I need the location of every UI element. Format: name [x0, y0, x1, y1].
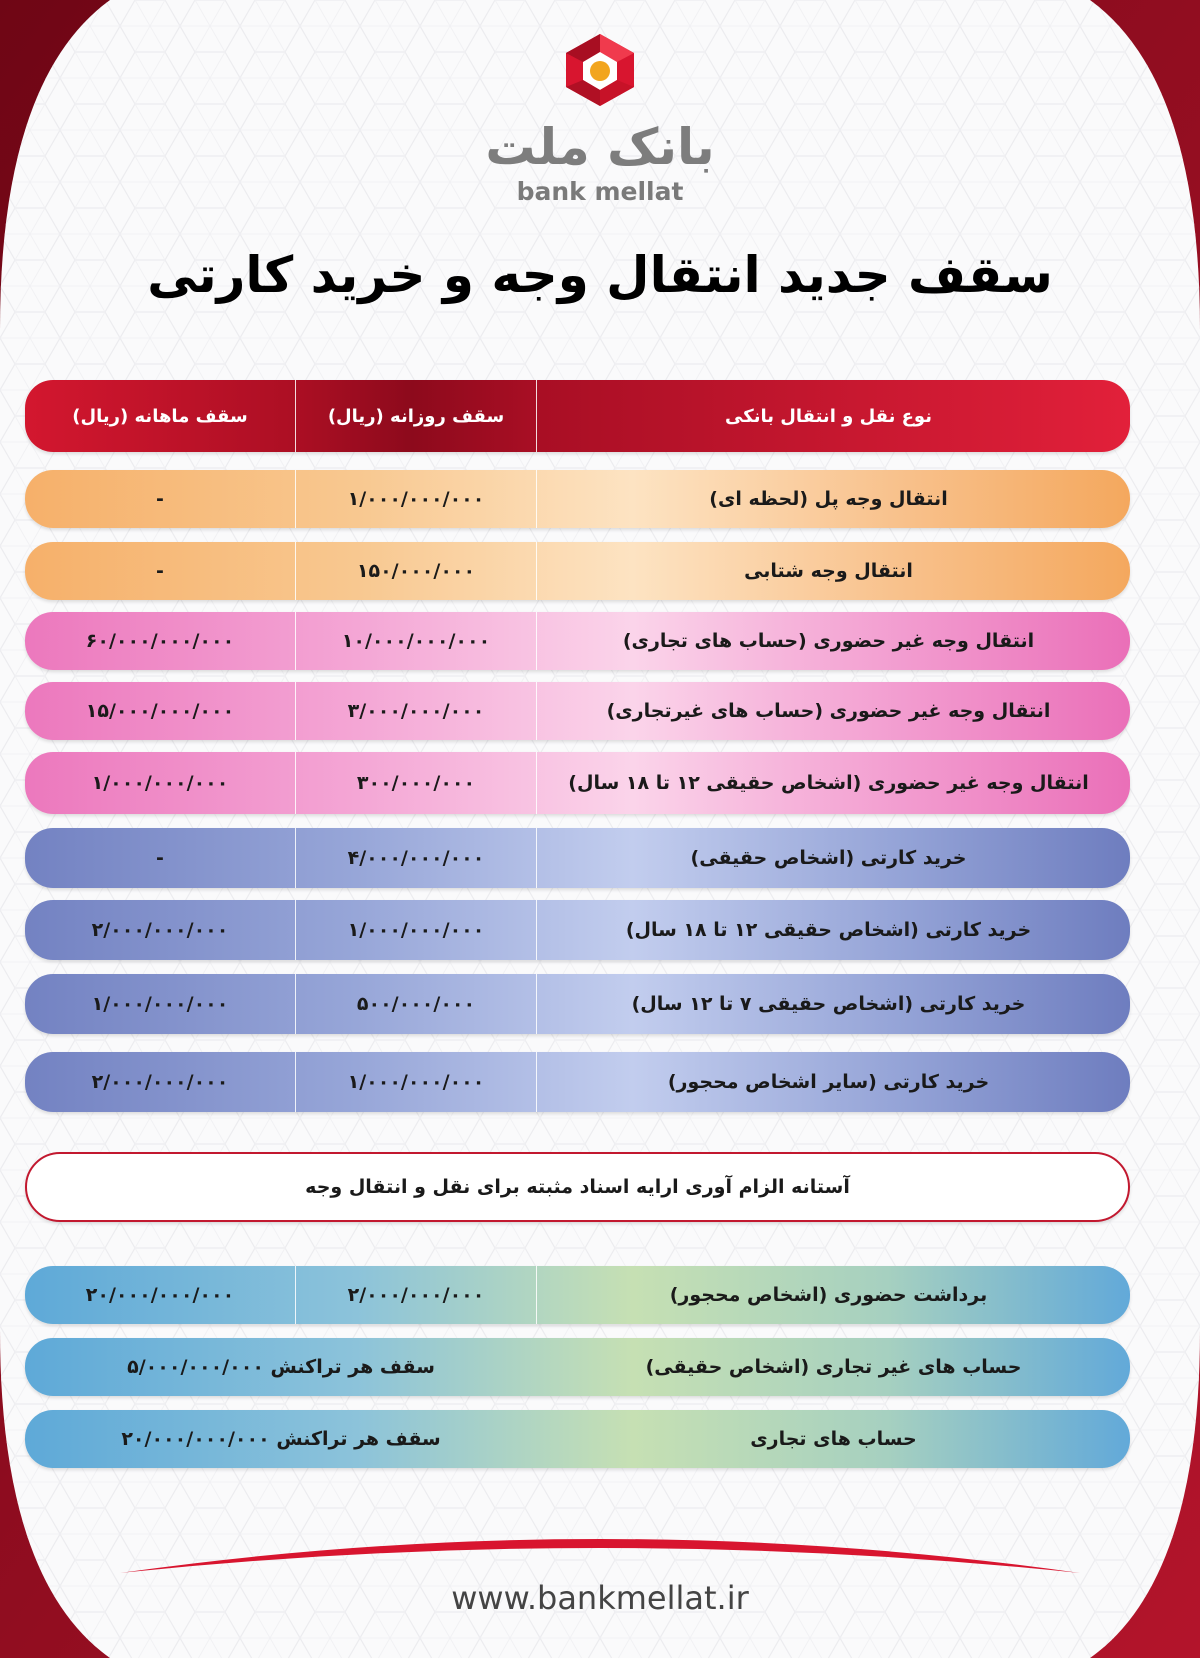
row-type: خرید کارتی (اشخاص حقیقی ۱۲ تا ۱۸ سال) [625, 919, 1032, 941]
row-monthly: - [156, 847, 164, 869]
row-type: خرید کارتی (اشخاص حقیقی) [690, 847, 967, 869]
logo-english-name: bank mellat [516, 177, 684, 206]
row-daily: ۴/۰۰۰/۰۰۰/۰۰۰ [295, 828, 537, 888]
row-daily: ۳/۰۰۰/۰۰۰/۰۰۰ [295, 682, 537, 740]
header-daily-limit: سقف روزانه (ریال) [295, 380, 537, 452]
row-daily: ۱/۰۰۰/۰۰۰/۰۰۰ [295, 470, 537, 528]
row-type: خرید کارتی (سایر اشخاص محجور) [667, 1071, 990, 1093]
table-row [25, 542, 1130, 600]
bank-mellat-emblem-icon [562, 32, 638, 108]
row-daily: ۲/۰۰۰/۰۰۰/۰۰۰ [295, 1266, 537, 1324]
row-type: انتقال وجه غیر حضوری (حساب های غیرتجاری) [606, 700, 1051, 722]
row-monthly: - [156, 488, 164, 510]
table-header [25, 380, 1130, 452]
page-title: سقف جدید انتقال وجه و خرید کارتی [147, 246, 1053, 304]
non-commercial-accounts-row [25, 1338, 1130, 1396]
table-row [25, 1052, 1130, 1112]
row-daily: ۵۰۰/۰۰۰/۰۰۰ [295, 974, 537, 1034]
row-type: خرید کارتی (اشخاص حقیقی ۷ تا ۱۲ سال) [631, 993, 1026, 1015]
footer-red-arc [0, 1515, 1200, 1575]
row-daily: ۱/۰۰۰/۰۰۰/۰۰۰ [295, 1052, 537, 1112]
row-type: برداشت حضوری (اشخاص محجور) [669, 1284, 988, 1306]
row-monthly: ۲/۰۰۰/۰۰۰/۰۰۰ [91, 919, 229, 941]
table-row [25, 470, 1130, 528]
commercial-accounts-row [25, 1410, 1130, 1468]
row-daily: ۱۵۰/۰۰۰/۰۰۰ [295, 542, 537, 600]
withdrawal-row [25, 1266, 1130, 1324]
supporting-documents-note: آستانه الزام آوری ارایه اسناد مثبته برای نقل و انتقال وجه [25, 1152, 1130, 1222]
logo-persian-name: بانک ملت [485, 118, 715, 176]
table-row [25, 974, 1130, 1034]
row-monthly: ۲/۰۰۰/۰۰۰/۰۰۰ [91, 1071, 229, 1093]
row-daily: ۱۰/۰۰۰/۰۰۰/۰۰۰ [295, 612, 537, 670]
table-row [25, 612, 1130, 670]
row-monthly: ۱/۰۰۰/۰۰۰/۰۰۰ [91, 993, 229, 1015]
row-type: انتقال وجه شتابی [744, 560, 913, 582]
header-type: نوع نقل و انتقال بانکی [725, 405, 932, 427]
row-monthly: ۲۰/۰۰۰/۰۰۰/۰۰۰ [85, 1284, 235, 1306]
table-row [25, 752, 1130, 814]
row-type: حساب های تجاری [750, 1428, 917, 1450]
row-daily: ۳۰۰/۰۰۰/۰۰۰ [295, 752, 537, 814]
row-monthly: ۱۵/۰۰۰/۰۰۰/۰۰۰ [85, 700, 235, 722]
row-monthly: ۶۰/۰۰۰/۰۰۰/۰۰۰ [85, 630, 235, 652]
bank-logo [470, 28, 730, 206]
row-monthly: ۱/۰۰۰/۰۰۰/۰۰۰ [91, 772, 229, 794]
row-type: انتقال وجه پل (لحظه ای) [709, 488, 948, 510]
row-monthly: - [156, 560, 164, 582]
row-type: انتقال وجه غیر حضوری (حساب های تجاری) [622, 630, 1035, 652]
table-row [25, 682, 1130, 740]
website-link[interactable]: www.bankmellat.ir [451, 1579, 749, 1617]
row-transaction-limit: سقف هر تراکنش ۵/۰۰۰/۰۰۰/۰۰۰ [127, 1356, 435, 1378]
row-type: حساب های غیر تجاری (اشخاص حقیقی) [645, 1356, 1022, 1378]
row-daily: ۱/۰۰۰/۰۰۰/۰۰۰ [295, 900, 537, 960]
row-type: انتقال وجه غیر حضوری (اشخاص حقیقی ۱۲ تا ۱۸ سال) [568, 772, 1089, 794]
header-monthly-limit: سقف ماهانه (ریال) [72, 405, 248, 427]
row-transaction-limit: سقف هر تراکنش ۲۰/۰۰۰/۰۰۰/۰۰۰ [121, 1428, 441, 1450]
table-row [25, 828, 1130, 888]
table-row [25, 900, 1130, 960]
